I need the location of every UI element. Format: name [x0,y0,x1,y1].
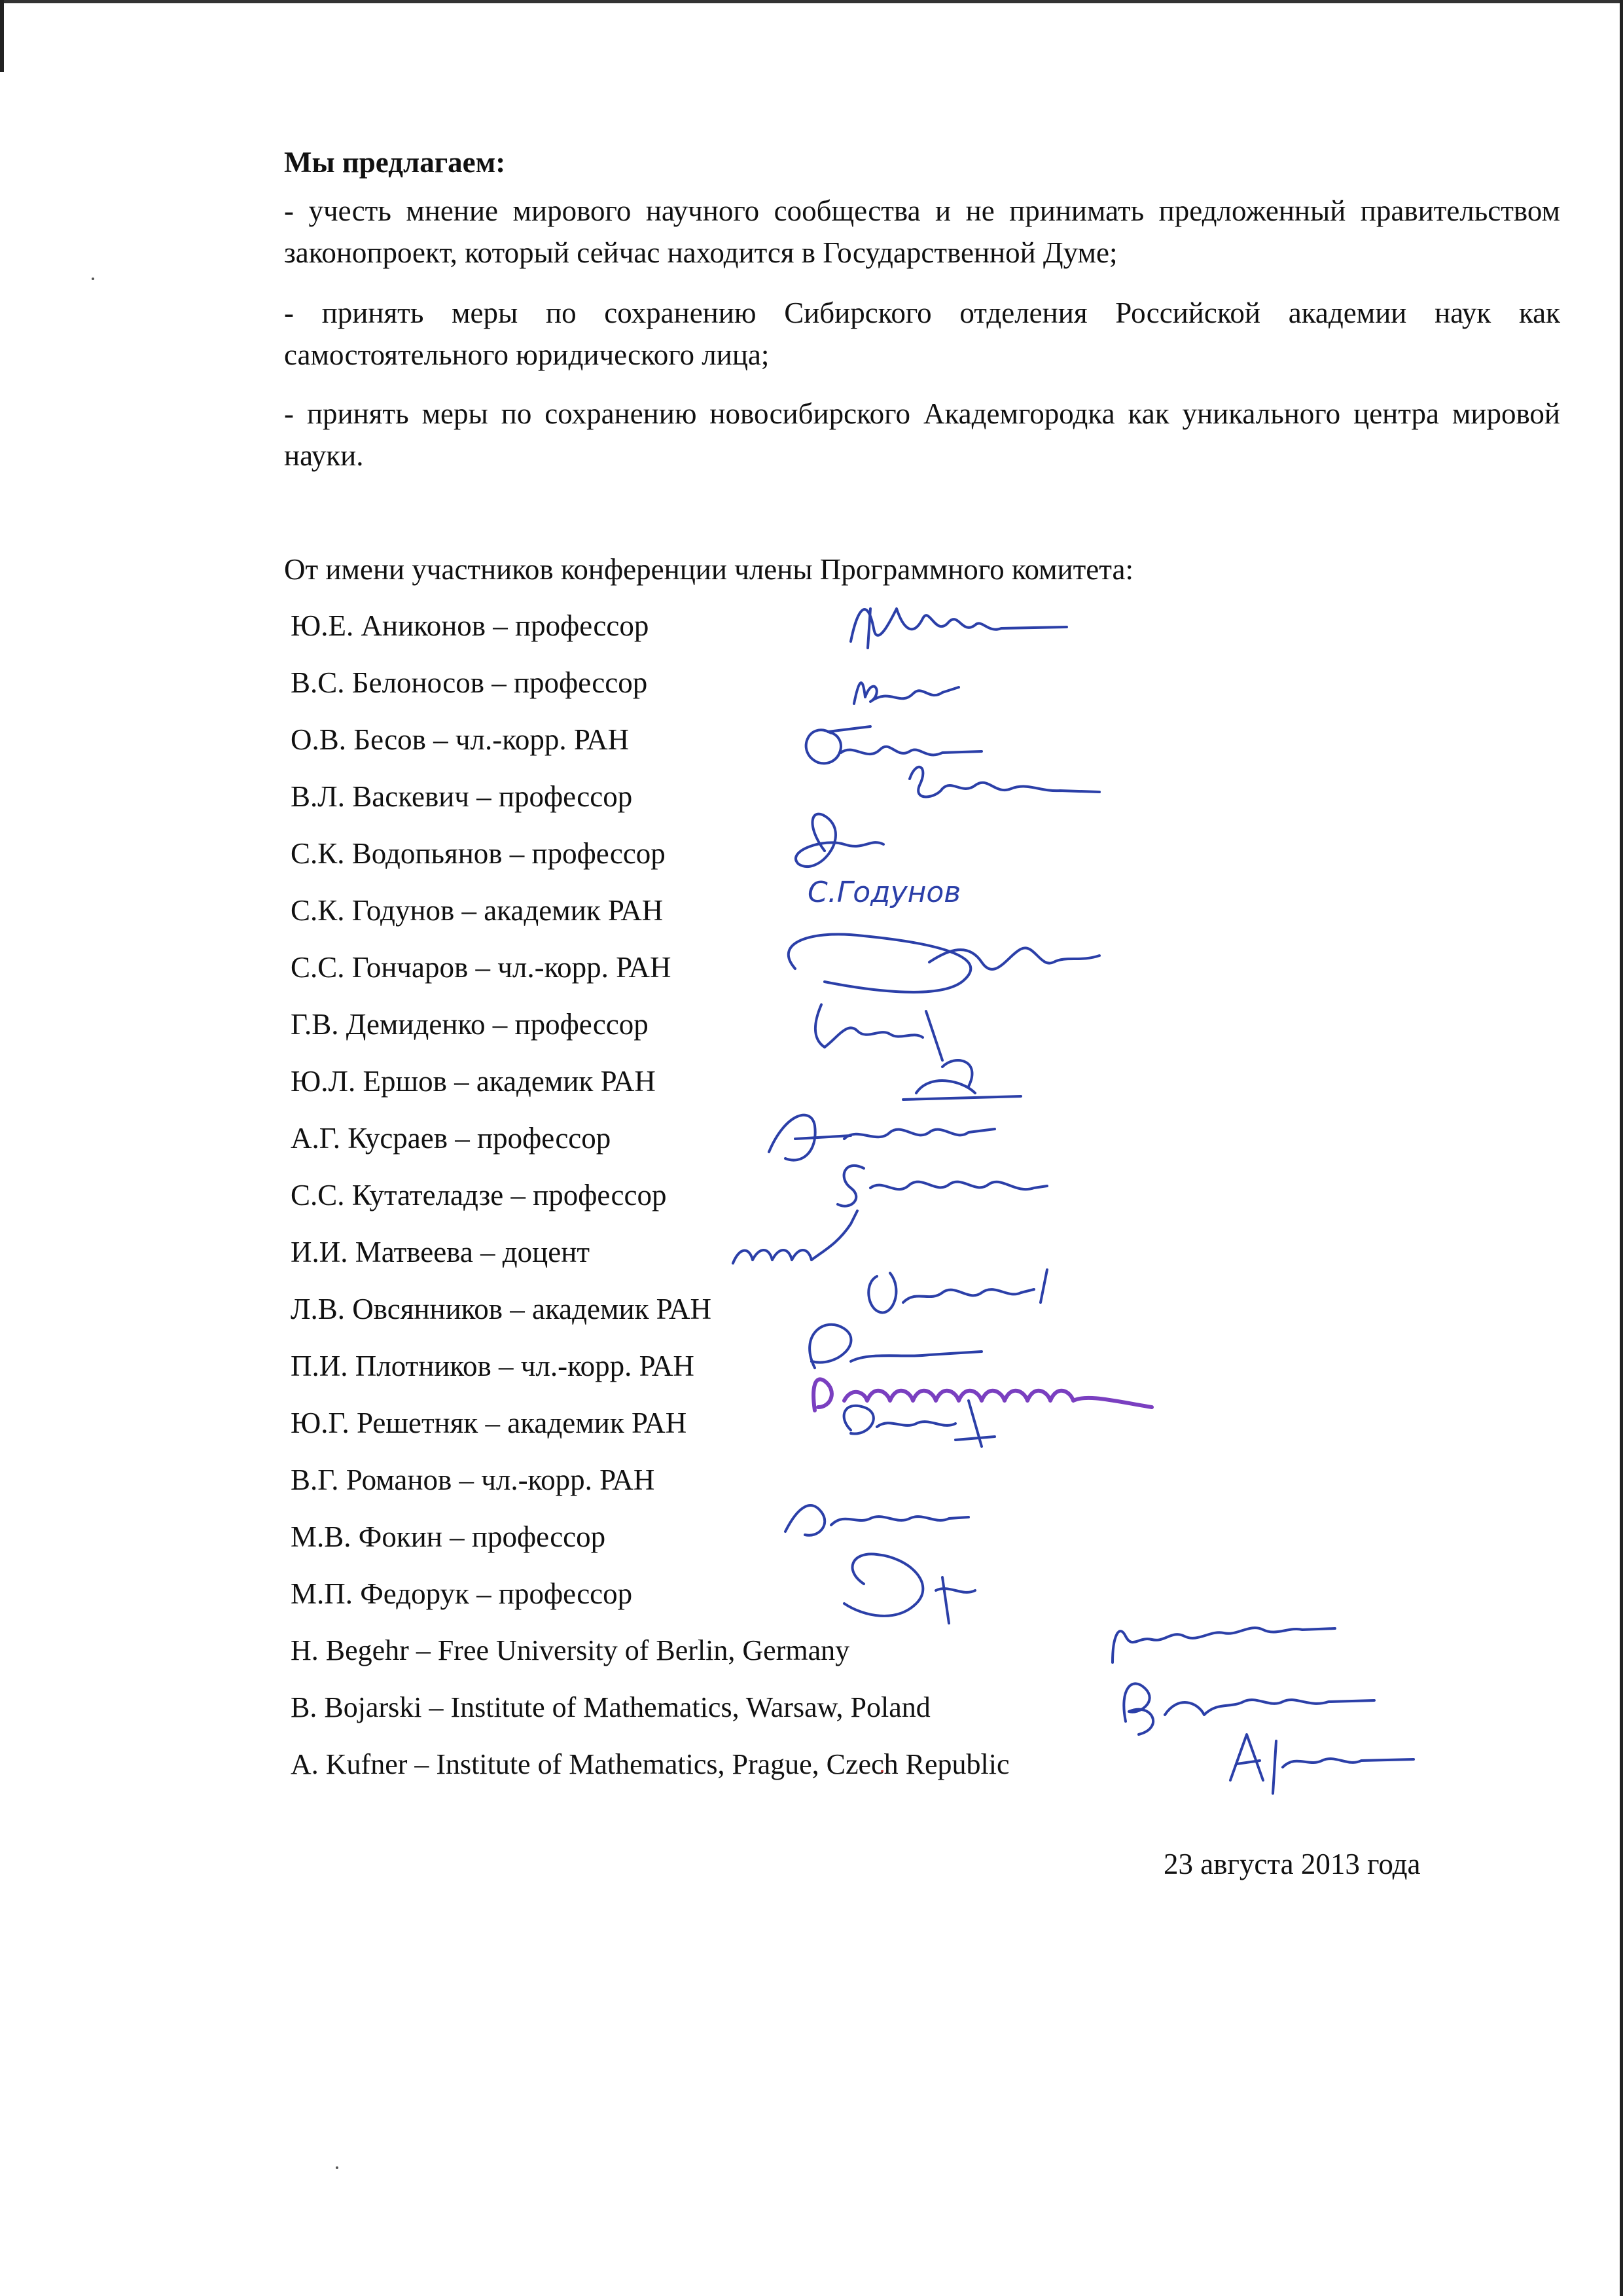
signature [838,1166,1047,1206]
signature [1124,1683,1374,1734]
committee-member: М.В. Фокин – профессор [291,1520,606,1553]
signature [815,1005,923,1047]
signature [1230,1734,1414,1793]
proposal-item: - принять меры по сохранению новосибирского Академгородка как уникального центра мировой науки. [284,397,1560,472]
committee-member: С.С. Гончаров – чл.-корр. РАН [291,951,671,984]
committee-member: И.И. Матвеева – доцент [291,1236,590,1268]
scan-edge-left [0,0,4,72]
scan-speck [92,278,94,280]
proposal-item: - принять меры по сохранению Сибирского отделения Российской академии наук как самостоятельного юридического лица; [284,296,1560,371]
committee-member: О.В. Бесов – чл.-корр. РАН [291,723,630,756]
committee-member: В.Л. Васкевич – профессор [291,780,633,813]
committee-member: Ю.Л. Ершов – академик РАН [291,1065,656,1098]
scan-edge-top [0,0,1623,3]
signature [844,1401,995,1446]
committee-member: Ю.Г. Решетняк – академик РАН [291,1407,687,1439]
committee-member: В.С. Белоносов – профессор [291,666,648,699]
committee-member: B. Bojarski – Institute of Mathematics, Warsaw, Poland [291,1691,931,1723]
signature [868,609,870,648]
committee-member: В.Г. Романов – чл.-корр. РАН [291,1463,655,1496]
committee-member: П.И. Плотников – чл.-корр. РАН [291,1350,694,1382]
signature [813,1379,1152,1410]
signature [810,1325,982,1368]
signature [910,767,1099,797]
committee-member: Л.В. Овсянников – академик РАН [291,1293,711,1325]
signature [1113,1628,1335,1662]
committee-member: С.К. Годунов – академик РАН [291,894,664,927]
scan-speck [336,2166,338,2169]
proposals-heading: Мы предлагаем: [284,146,506,179]
committee-intro: От имени участников конференции члены Программного комитета: [284,553,1133,586]
committee-member: А.Г. Кусраев – профессор [291,1122,611,1155]
signature [789,934,1099,992]
signature [903,1011,1021,1100]
signature [796,814,883,867]
signature [851,609,1067,641]
committee-member: М.П. Федорук – профессор [291,1577,633,1610]
document-date: 23 августа 2013 года [1164,1848,1421,1880]
signature [733,1211,857,1263]
scan-edge-right [1620,0,1623,2296]
handwritten-name-note: С.Годунов [808,876,961,909]
signature [806,726,982,763]
committee-member: H. Begehr – Free University of Berlin, Germany [291,1634,850,1666]
committee-member: A. Kufner – Institute of Mathematics, Prague, Czech Republic [291,1748,1010,1780]
signature [854,683,959,704]
signature [868,1270,1047,1312]
committee-member: Ю.Е. Аниконов – профессор [291,609,649,642]
signature [785,1505,969,1535]
signature [769,1115,995,1160]
proposal-item: - учесть мнение мирового научного сообщества и не принимать предложенный правительством законопроект, который сейчас находится в Государственной Думе; [284,194,1560,269]
signature [844,1554,975,1623]
committee-member: Г.В. Демиденко – профессор [291,1008,649,1041]
committee-member: С.К. Водопьянов – профессор [291,837,666,870]
committee-member: С.С. Кутателадзе – профессор [291,1179,667,1211]
